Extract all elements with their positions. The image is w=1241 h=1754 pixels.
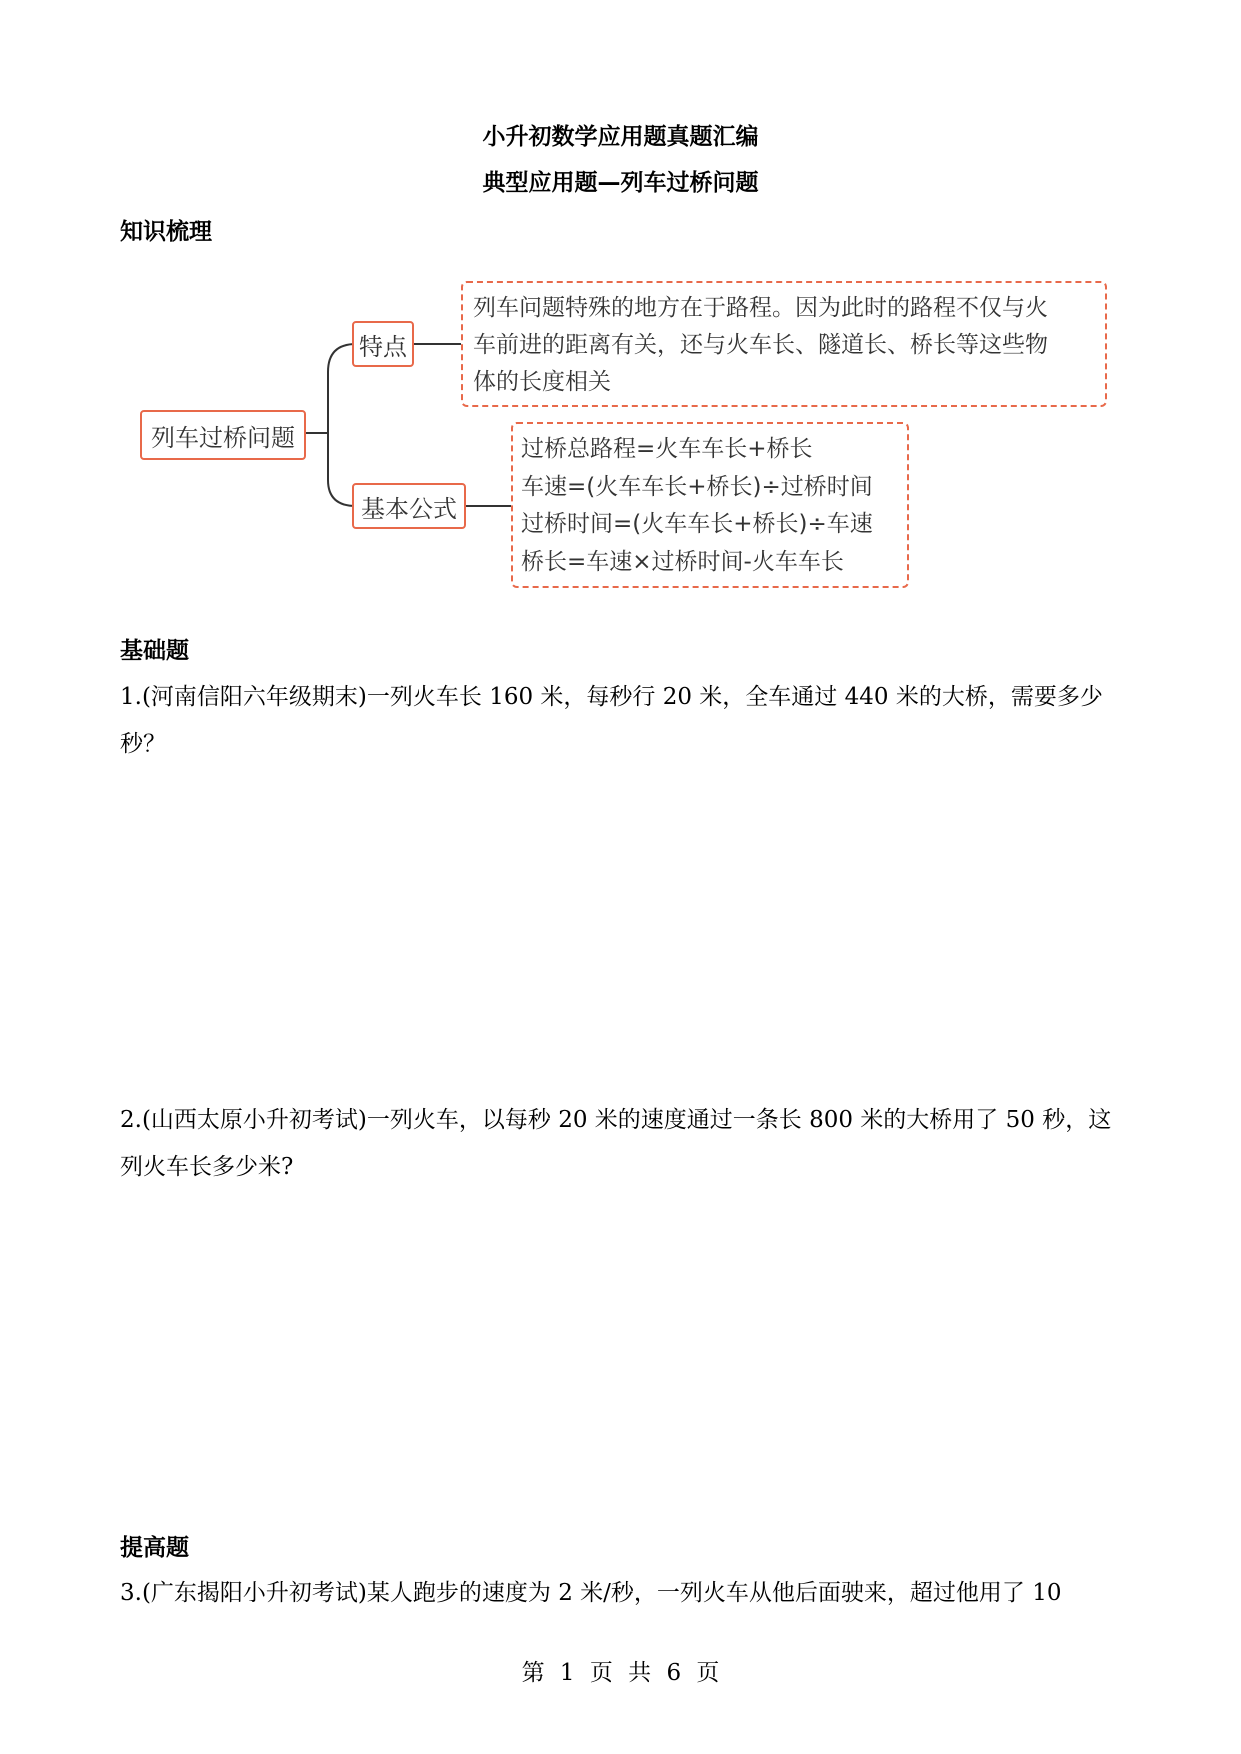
mindmap-branch-feature: 特点 xyxy=(352,321,414,367)
question-1: 1.(河南信阳六年级期末)一列火车长 160 米，每秒行 20 米，全车通过 440 米的大桥，需要多少秒？ xyxy=(120,684,1103,757)
feature-line: 车前进的距离有关，还与火车长、隧道长、桥长等这些物 xyxy=(473,332,1048,358)
formula-line: 过桥总路程=火车车长+桥长 xyxy=(521,436,813,462)
section-heading-basic: 基础题 xyxy=(120,638,189,664)
formula-line: 车速=(火车车长+桥长)÷过桥时间 xyxy=(521,473,873,500)
mindmap-formula-detail xyxy=(511,422,909,588)
mindmap-branch-formula: 基本公式 xyxy=(352,483,466,529)
question-2: 2.(山西太原小升初考试)一列火车，以每秒 20 米的速度通过一条长 800 米的大桥用了 50 秒，这列火车长多少米? xyxy=(120,1107,1112,1180)
page-subtitle: 典型应用题—列车过桥问题 xyxy=(482,170,759,196)
feature-line: 列车问题特殊的地方在于路程。因为此时的路程不仅与火 xyxy=(473,295,1048,321)
question-3: 3.(广东揭阳小升初考试)某人跑步的速度为 2 米/秒，一列火车从他后面驶来，超过他用了 10 xyxy=(120,1580,1062,1606)
section-heading-knowledge: 知识梳理 xyxy=(120,219,212,245)
page-title: 小升初数学应用题真题汇编 xyxy=(482,124,759,150)
formula-line: 桥长=车速×过桥时间-火车车长 xyxy=(521,548,844,575)
page-number-footer: 第 1 页 共 6 页 xyxy=(521,1660,720,1686)
mindmap-feature-detail xyxy=(461,281,1107,407)
formula-line: 过桥时间=(火车车长+桥长)÷车速 xyxy=(521,511,873,537)
section-heading-advanced: 提高题 xyxy=(120,1535,189,1561)
feature-line: 体的长度相关 xyxy=(473,369,611,395)
mindmap-root: 列车过桥问题 xyxy=(140,410,306,460)
